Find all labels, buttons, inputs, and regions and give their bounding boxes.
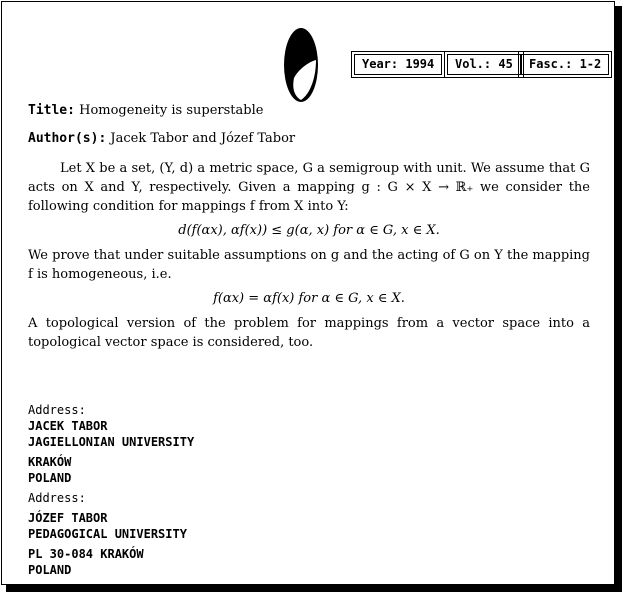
abstract-paragraph-2: We prove that under suitable assumptions on g and the acting of G on Y the mapping f is homogeneous, i.e. [28, 248, 590, 282]
address-1 [28, 402, 194, 486]
authors-line [28, 131, 295, 146]
address-block [28, 402, 194, 578]
address-line: JÓZEF TABOR [28, 511, 108, 525]
address-line: KRAKÓW [28, 455, 72, 469]
year-badge: Year: 1994 [354, 54, 442, 75]
authors-label: Author(s): [28, 131, 107, 146]
title-line [28, 103, 263, 118]
title-label: Title: [28, 103, 75, 118]
abstract-formula-1: d(f(αx), αf(x)) ≤ g(α, x) for α ∈ G, x ∈ X. [178, 223, 440, 238]
abstract-paragraph-1: Let X be a set, (Y, d) a metric space, G a semigroup with unit. We assume that G acts on X and Y, respectively. Given a mapping g : G × X → ℝ₊ we consider the following condition for mappings f from X into Y: [28, 161, 590, 214]
address-label: Address: [28, 403, 86, 417]
frame-shadow-right [615, 6, 622, 591]
address-line: PL 30-084 KRAKÓW [28, 547, 144, 561]
address-line: JAGIELLONIAN UNIVERSITY [28, 435, 195, 449]
volume-badge: Vol.: 45 [447, 54, 521, 75]
paper-authors: Jacek Tabor and Józef Tabor [110, 131, 296, 146]
journal-logo-icon [282, 26, 320, 104]
fascicle-badge: Fasc.: 1-2 [521, 54, 609, 75]
address-line: JACEK TABOR [28, 419, 108, 433]
document-frame [1, 1, 615, 585]
address-line: POLAND [28, 563, 72, 577]
abstract-formula-2: f(αx) = αf(x) for α ∈ G, x ∈ X. [213, 291, 405, 306]
address-line: PEDAGOGICAL UNIVERSITY [28, 527, 187, 541]
address-2 [28, 490, 194, 578]
abstract [28, 159, 590, 352]
frame-shadow-bottom [6, 585, 622, 592]
address-line: POLAND [28, 471, 72, 485]
paper-title: Homogeneity is superstable [79, 103, 264, 118]
address-label: Address: [28, 491, 86, 505]
abstract-paragraph-3: A topological version of the problem for mappings from a vector space into a topological vector space is considered, too. [28, 316, 590, 350]
